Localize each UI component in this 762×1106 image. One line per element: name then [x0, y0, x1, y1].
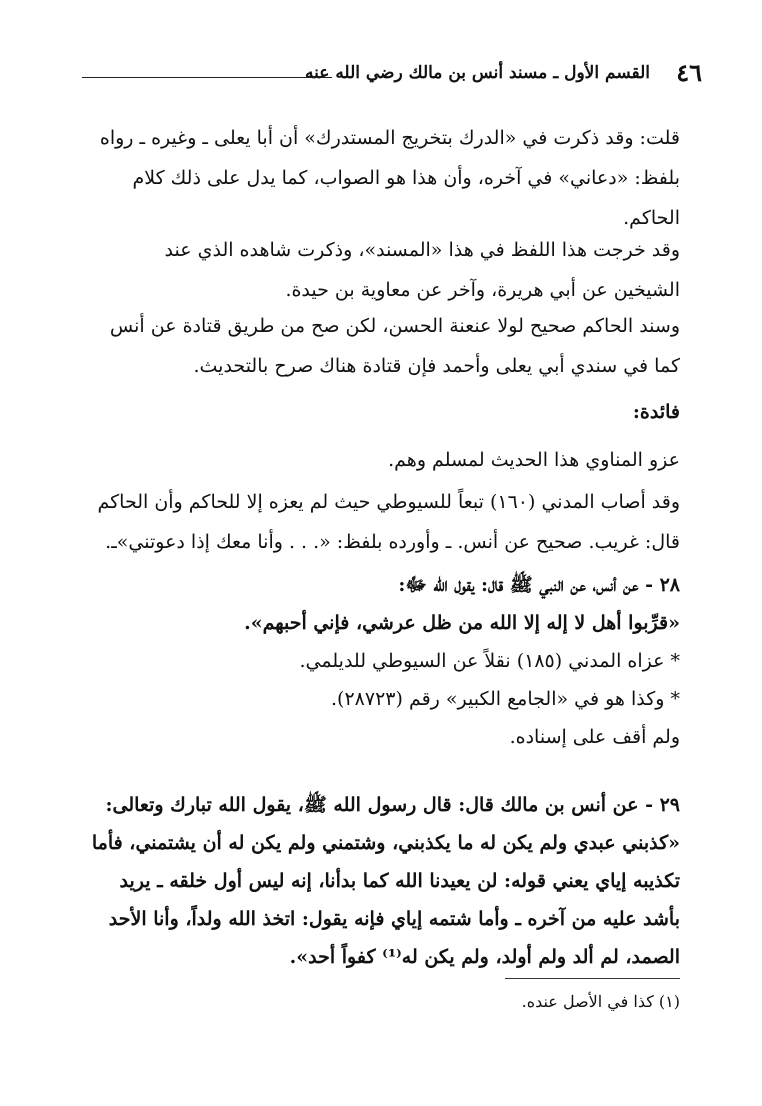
- hadith-text: تكذيبه إياي يعني قوله: لن يعيدنا الله كما بدأنا، إنه ليس أول خلقه ـ يريد: [119, 870, 680, 892]
- hadith-note: * عزاه المدني (١٨٥) نقلاً عن السيوطي للديلمي.: [299, 650, 680, 672]
- header-rule: [82, 77, 332, 78]
- hadith-note: * وكذا هو في «الجامع الكبير» رقم (٢٨٧٢٣).: [331, 688, 680, 710]
- hadith-note: ولم أقف على إسناده.: [509, 726, 680, 748]
- text-line: وسند الحاكم صحيح لولا عنعنة الحسن، لكن صح من طريق قتادة عن أنس: [109, 315, 680, 337]
- paragraph-3: [82, 306, 680, 386]
- paragraph-2: [82, 230, 680, 310]
- footnote-rule: [505, 978, 680, 979]
- faida-section: [82, 392, 680, 432]
- hadith-text: الصمد، لم ألد ولم أولد، ولم يكن له⁽¹⁾ كفواً أحد».: [289, 946, 680, 968]
- hadith-text: بأشد عليه من آخره ـ وأما شتمه إياي فإنه يقول: اتخذ الله ولداً، وأنا الأحد: [108, 908, 680, 930]
- text-line: وقد أصاب المدني (١٦٠) تبعاً للسيوطي حيث لم يعزه إلا للحاكم وأن الحاكم: [97, 491, 680, 513]
- hadith-29: [82, 786, 680, 976]
- text-line: قلت: وقد ذكرت في «الدرك بتخريج المستدرك» أن أبا يعلى ـ وغيره ـ رواه: [99, 127, 680, 149]
- paragraph-1: [82, 118, 680, 238]
- hadith-28: [82, 566, 680, 756]
- page-number: ٤٦: [676, 58, 702, 87]
- hadith-intro: ٢٩ - عن أنس بن مالك قال: قال رسول الله ﷺ، يقول الله تبارك وتعالى:: [105, 794, 680, 816]
- hadith-text: «قرِّبوا أهل لا إله إلا الله من ظل عرشي، فإني أحبهم».: [244, 612, 680, 634]
- hadith-intro: ٢٨ - عن أنس، عن النبي ﷺ قال: يقول الله ﷻ:: [398, 574, 680, 596]
- running-title: القسم الأول ـ مسند أنس بن مالك رضي الله عنه: [305, 63, 650, 83]
- footnote: (١) كذا في الأصل عنده.: [521, 992, 680, 1011]
- text-line: الشيخين عن أبي هريرة، وآخر عن معاوية بن حيدة.: [285, 279, 680, 301]
- faida-heading: فائدة:: [632, 401, 680, 423]
- text-line: عزو المناوي هذا الحديث لمسلم وهم.: [388, 449, 680, 471]
- text-line: كما في سندي أبي يعلى وأحمد فإن قتادة هناك صرح بالتحديث.: [193, 355, 680, 377]
- text-line: الحاكم.: [623, 207, 680, 229]
- paragraph-4: [82, 440, 680, 480]
- hadith-text: «كذبني عبدي ولم يكن له ما يكذبني، وشتمني ولم يكن له أن يشتمني، فأما: [91, 832, 680, 854]
- text-line: وقد خرجت هذا اللفظ في هذا «المسند»، وذكرت شاهده الذي عند: [164, 239, 680, 261]
- page-header: [82, 58, 702, 92]
- paragraph-5: [82, 482, 680, 562]
- text-line: بلفظ: «دعاني» في آخره، وأن هذا هو الصواب، كما يدل على ذلك كلام: [132, 167, 680, 189]
- text-line: قال: غريب. صحيح عن أنس. ـ وأورده بلفظ: «. . . وأنا معك إذا دعوتني»ـ.: [105, 531, 680, 553]
